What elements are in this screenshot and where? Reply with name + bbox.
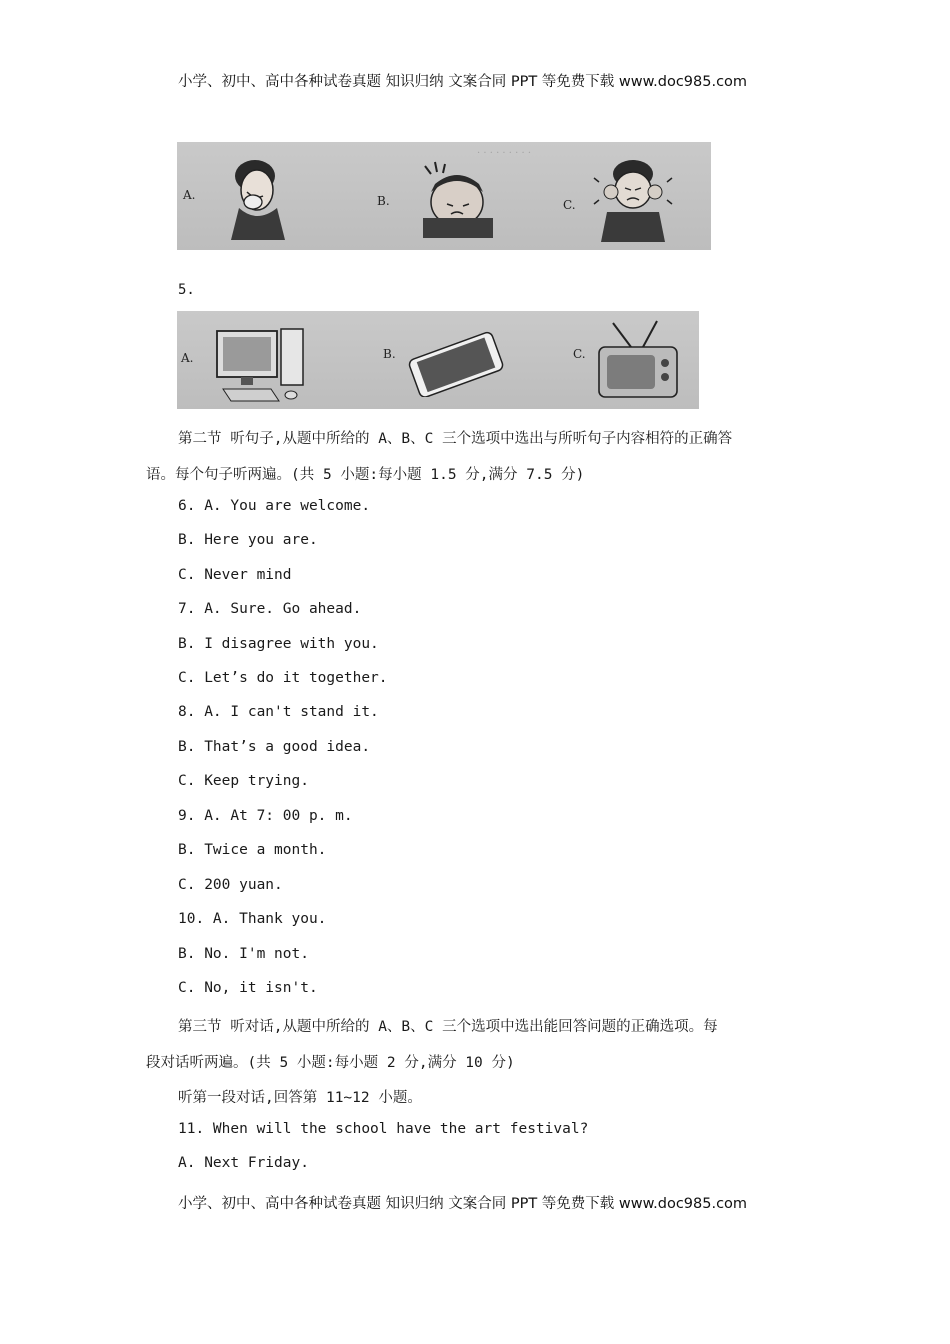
section-2-instruction-line-2: 语。每个句子听两遍。(共 5 小题:每小题 1.5 分,满分 7.5 分) (146, 467, 585, 483)
answer-option-line: C. Never mind (178, 567, 292, 583)
option-c-label: C. (563, 198, 576, 212)
answer-option-line: B. Twice a month. (178, 842, 327, 858)
section-3-instruction-line-1: 第三节 听对话,从题中所给的 A、B、C 三个选项中选出能回答问题的正确选项。每 (178, 1019, 718, 1035)
answer-option-line: C. No, it isn't. (178, 980, 318, 996)
answer-option-line: B. No. I'm not. (178, 946, 309, 962)
answer-option-line: B. Here you are. (178, 532, 318, 548)
option-b-label: B. (377, 194, 390, 208)
question-11-option-a: A. Next Friday. (178, 1155, 309, 1171)
answer-option-line: 8. A. I can't stand it. (178, 704, 379, 720)
question-4-picture-options (177, 142, 711, 250)
option-c-label: C. (573, 347, 586, 361)
option-b-label: B. (383, 347, 396, 361)
coughing-man-icon (217, 152, 297, 242)
question-5-picture-options (177, 311, 699, 409)
answer-option-line: 10. A. Thank you. (178, 911, 327, 927)
answer-option-line: C. 200 yuan. (178, 877, 283, 893)
section-2-instruction-line-1: 第二节 听句子,从题中所给的 A、B、C 三个选项中选出与所听句子内容相符的正确答 (178, 431, 733, 447)
desktop-computer-icon (207, 323, 317, 403)
option-a-label: A. (183, 188, 196, 202)
page-footer: 小学、初中、高中各种试卷真题 知识归纳 文案合同 PPT 等免费下载 www.doc985.com (178, 1196, 748, 1212)
smartphone-icon (403, 327, 507, 397)
section-3-instruction-line-2: 段对话听两遍。(共 5 小题:每小题 2 分,满分 10 分) (146, 1055, 515, 1071)
answer-option-line: 9. A. At 7: 00 p. m. (178, 808, 353, 824)
answer-option-line: C. Let’s do it together. (178, 670, 388, 686)
option-a-label: A. (181, 351, 194, 365)
answer-option-line: 7. A. Sure. Go ahead. (178, 601, 362, 617)
television-icon (591, 319, 687, 403)
dialogue-1-instruction: 听第一段对话,回答第 11~12 小题。 (178, 1090, 422, 1106)
question-5-number: 5. (178, 282, 195, 298)
answer-option-line: B. That’s a good idea. (178, 739, 371, 755)
question-11: 11. When will the school have the art festival? (178, 1121, 589, 1137)
earache-boy-icon (593, 152, 673, 242)
answer-option-line: C. Keep trying. (178, 773, 309, 789)
bleed-through-text: · · · · · · · · · (477, 148, 532, 159)
headache-man-icon (413, 156, 503, 240)
answer-option-line: 6. A. You are welcome. (178, 498, 371, 514)
page-header: 小学、初中、高中各种试卷真题 知识归纳 文案合同 PPT 等免费下载 www.doc985.com (178, 74, 748, 90)
answer-option-line: B. I disagree with you. (178, 636, 379, 652)
